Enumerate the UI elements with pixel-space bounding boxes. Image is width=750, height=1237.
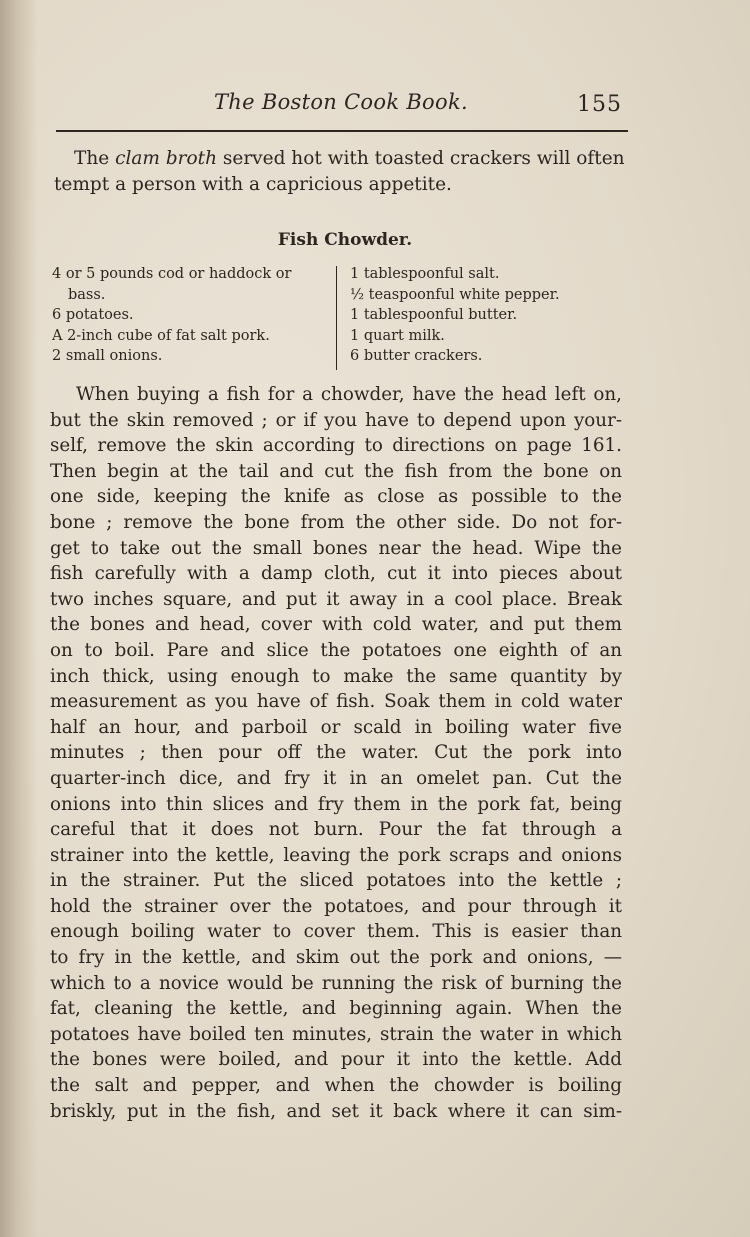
text-line: potatoes have boiled ten minutes, strain the water in which xyxy=(50,1023,622,1045)
text-line: fish carefully with a damp cloth, cut it into pieces about xyxy=(50,563,622,585)
page-header xyxy=(56,88,624,128)
ingredient-line: 6 butter crackers. xyxy=(350,348,483,364)
running-title: The Boston Cook Book. xyxy=(214,90,468,114)
ingredients-list xyxy=(52,264,632,372)
text-line: minutes ; then pour off the water. Cut the pork into xyxy=(50,742,622,764)
ingredient-line: bass. xyxy=(68,286,106,303)
text-line: the bones and head, cover with cold water, and put them xyxy=(50,614,622,636)
ingredient-line: ½ teaspoonful white pepper. xyxy=(350,286,560,303)
text-line: fat, cleaning the kettle, and beginning again. When the xyxy=(50,998,622,1020)
text-line: strainer into the kettle, leaving the pork scraps and onions xyxy=(50,844,622,866)
method-paragraph xyxy=(50,382,622,1124)
page-binding-shadow xyxy=(0,0,38,1237)
ingredient-line: 1 tablespoonful butter. xyxy=(350,307,518,323)
text-line: one side, keeping the knife as close as possible to the xyxy=(50,486,622,508)
text-line: briskly, put in the fish, and set it back where it can sim- xyxy=(50,1100,622,1122)
ingredients-right-column xyxy=(350,264,630,367)
text-line: When buying a fish for a chowder, have the head left on, xyxy=(76,384,622,405)
intro-line: The clam broth served hot with toasted crackers will often xyxy=(74,148,625,169)
text-line: the salt and pepper, and when the chowder is boiling xyxy=(50,1075,622,1097)
intro-paragraph xyxy=(54,146,626,198)
text-line: onions into thin slices and fry them in the pork fat, being xyxy=(50,793,622,815)
ingredients-left-column xyxy=(52,264,332,367)
ingredients-divider xyxy=(336,266,337,370)
emphasis: clam broth xyxy=(115,148,217,169)
text-line: inch thick, using enough to make the same quantity by xyxy=(50,665,622,687)
ingredient-line: 6 potatoes. xyxy=(52,307,134,323)
text-line: in the strainer. Put the sliced potatoes into the kettle ; xyxy=(50,870,622,892)
ingredient-line: 4 or 5 pounds cod or haddock or xyxy=(52,266,292,282)
text-line: quarter-inch dice, and fry it in an omelet pan. Cut the xyxy=(50,767,622,789)
text-line: on to boil. Pare and slice the potatoes one eighth of an xyxy=(50,639,622,661)
intro-line: tempt a person with a capricious appetite. xyxy=(54,174,452,195)
ingredient-line: A 2-inch cube of fat salt pork. xyxy=(52,327,270,344)
text-line: get to take out the small bones near the head. Wipe the xyxy=(50,537,622,559)
text-line: half an hour, and parboil or scald in boiling water five xyxy=(50,716,622,738)
text-line: bone ; remove the bone from the other side. Do not for- xyxy=(50,511,622,533)
header-rule xyxy=(56,130,628,132)
text-line: careful that it does not burn. Pour the fat through a xyxy=(50,819,622,841)
text-line: hold the strainer over the potatoes, and pour through it xyxy=(50,895,622,917)
text-line: Then begin at the tail and cut the fish from the bone on xyxy=(50,460,622,482)
page-number: 155 xyxy=(577,92,622,117)
text-line: the bones were boiled, and pour it into the kettle. Add xyxy=(50,1049,622,1071)
text-line: self, remove the skin according to directions on page 161. xyxy=(50,435,622,457)
recipe-title: Fish Chowder. xyxy=(277,230,413,250)
ingredient-line: 1 tablespoonful salt. xyxy=(350,266,500,282)
text-line: to fry in the kettle, and skim out the pork and onions, — xyxy=(50,947,622,969)
text-line: which to a novice would be running the risk of burning the xyxy=(50,972,622,994)
ingredient-line: 1 quart milk. xyxy=(350,327,445,344)
text-line: two inches square, and put it away in a cool place. Break xyxy=(50,588,622,610)
text-line: but the skin removed ; or if you have to depend upon your- xyxy=(50,409,622,431)
text-line: measurement as you have of fish. Soak them in cold water xyxy=(50,691,622,713)
text-line: enough boiling water to cover them. This is easier than xyxy=(50,921,622,943)
ingredient-line: 2 small onions. xyxy=(52,348,163,364)
